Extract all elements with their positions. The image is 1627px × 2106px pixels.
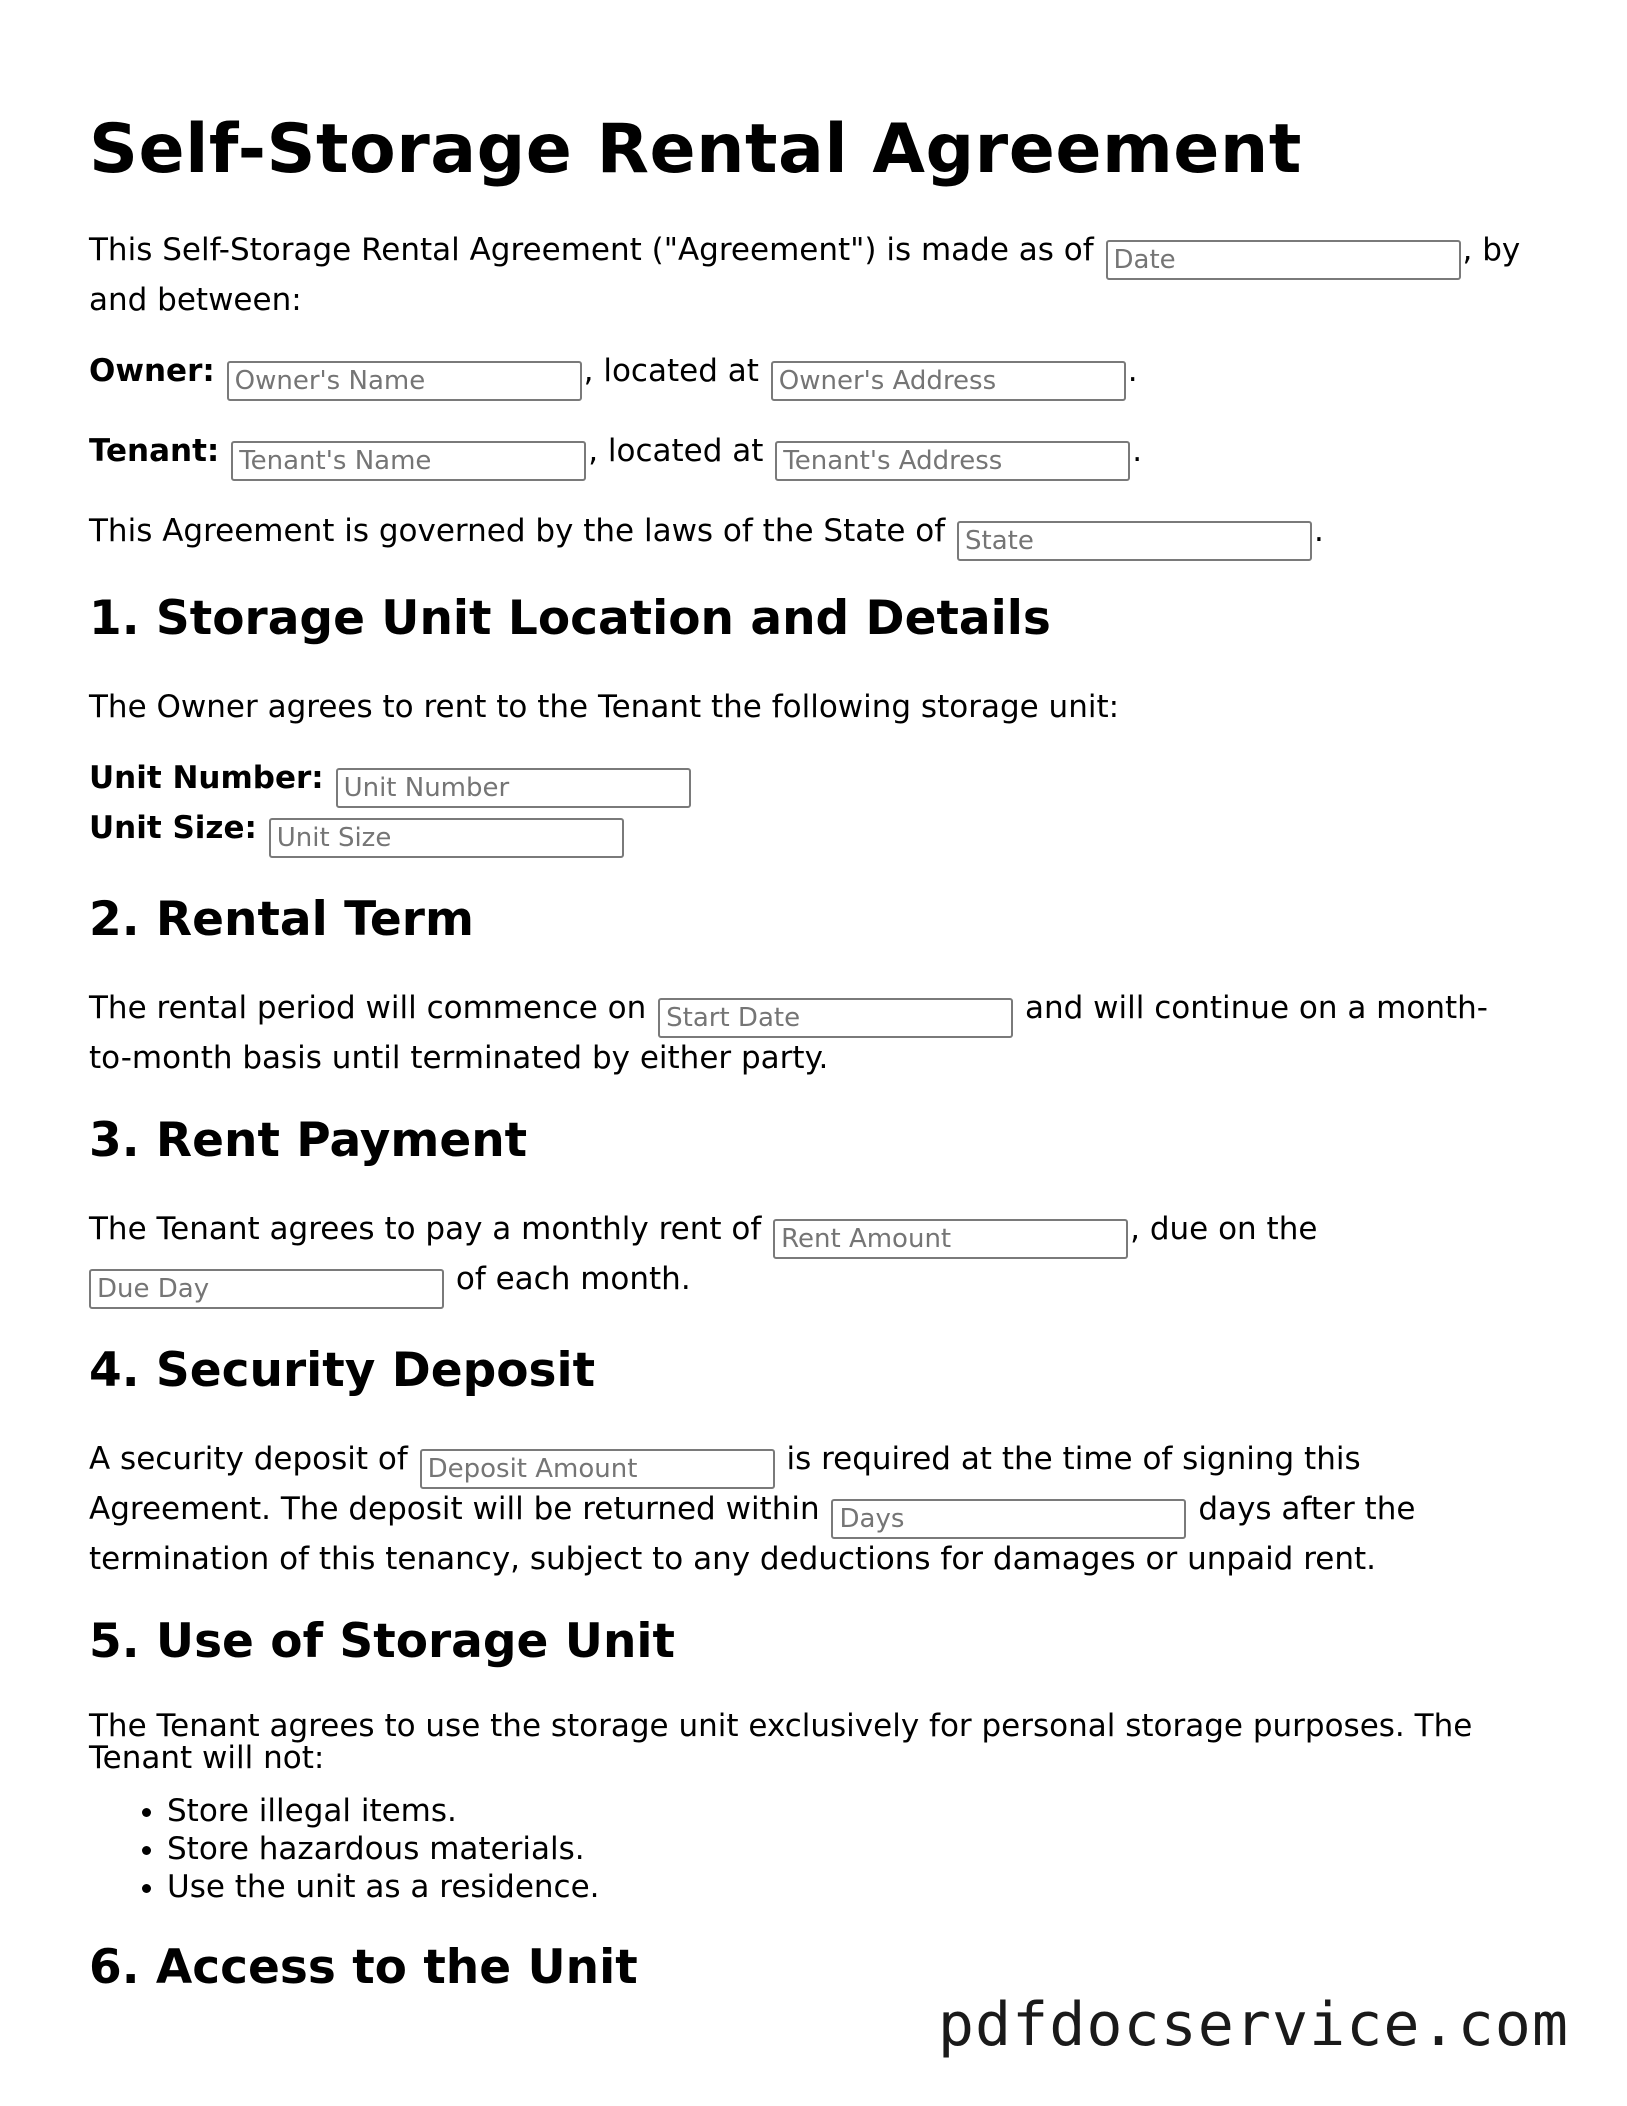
section-4-heading: 4. Security Deposit <box>89 1343 596 1398</box>
list-item: • Store illegal items. <box>167 1792 1529 1830</box>
section-5-text: The Tenant agrees to use the storage unit exclusively for personal storage purposes. The Tenant will not: <box>89 1708 1473 1776</box>
agreement-document <box>89 110 1529 1996</box>
section-1-text: The Owner agrees to rent to the Tenant the following storage unit: <box>89 689 1120 725</box>
tenant-name-field[interactable] <box>231 441 586 481</box>
owner-located-at: , located at <box>583 353 759 389</box>
unit-number-label: Unit Number: <box>89 760 324 796</box>
governing-law-text: This Agreement is governed by the laws of the State of <box>89 513 946 549</box>
rent-text: The Tenant agrees to pay a monthly rent of <box>89 1211 762 1247</box>
state-field[interactable] <box>957 521 1312 561</box>
owner-address-field[interactable] <box>771 361 1126 401</box>
due-day-field[interactable] <box>89 1269 444 1309</box>
rent-amount-field[interactable] <box>773 1219 1128 1259</box>
unit-number-line <box>89 758 1529 808</box>
tenant-address-field[interactable] <box>775 441 1130 481</box>
owner-name-field[interactable] <box>227 361 582 401</box>
page-title: Self-Storage Rental Agreement <box>89 110 1302 189</box>
section-3-heading: 3. Rent Payment <box>89 1113 528 1168</box>
prohibited-list <box>89 1792 1529 1906</box>
intro-text: This Self-Storage Rental Agreement ("Agreement") is made as of <box>89 232 1094 268</box>
section-5-heading: 5. Use of Storage Unit <box>89 1614 675 1669</box>
date-field[interactable] <box>1106 240 1461 280</box>
list-item: • Use the unit as a residence. <box>167 1868 1529 1906</box>
tenant-line: Tenant: Tenant's Name , located at Tenant's Address . <box>89 431 1529 481</box>
intro-paragraph <box>89 230 1529 321</box>
deposit-text-after: days after the termination of this tenancy, subject to any deductions for damages or unpaid rent. <box>89 1491 1416 1577</box>
section-4-text <box>89 1439 1529 1580</box>
days-field[interactable] <box>831 1499 1186 1539</box>
unit-size-line <box>89 808 1529 858</box>
deposit-text: A security deposit of <box>89 1441 408 1477</box>
rent-text-middle: , due on the <box>1130 1211 1318 1247</box>
start-date-field[interactable] <box>658 998 1013 1038</box>
section-2-text <box>89 988 1529 1079</box>
list-item: • Store hazardous materials. <box>167 1830 1529 1868</box>
unit-size-label: Unit Size: <box>89 810 257 846</box>
governing-law-line: This Agreement is governed by the laws of the State of State . <box>89 511 1529 561</box>
section-3-text <box>89 1209 1529 1309</box>
owner-label: Owner: <box>89 353 215 389</box>
rental-term-text: The rental period will commence on <box>89 990 647 1026</box>
section-2-heading: 2. Rental Term <box>89 892 474 947</box>
tenant-located-at: , located at <box>588 433 764 469</box>
watermark: pdfdocservice.com <box>937 1990 1569 2060</box>
rent-text-after: of each month. <box>455 1261 691 1297</box>
deposit-text-middle: is required at the time of signing this Agreement. The deposit will be returned within <box>89 1441 1361 1527</box>
section-6-heading: 6. Access to the Unit <box>89 1940 638 1995</box>
tenant-label: Tenant: <box>89 433 220 469</box>
deposit-amount-field[interactable] <box>420 1449 775 1489</box>
intro-text-after: , by and between: <box>89 232 1521 318</box>
section-1-heading: 1. Storage Unit Location and Details <box>89 591 1051 646</box>
rental-term-text-after: and will continue on a month-to-month basis until terminated by either party. <box>89 990 1488 1076</box>
unit-size-field[interactable] <box>269 818 624 858</box>
owner-line: Owner: Owner's Name , located at Owner's Address . <box>89 351 1529 401</box>
unit-number-field[interactable] <box>336 768 691 808</box>
